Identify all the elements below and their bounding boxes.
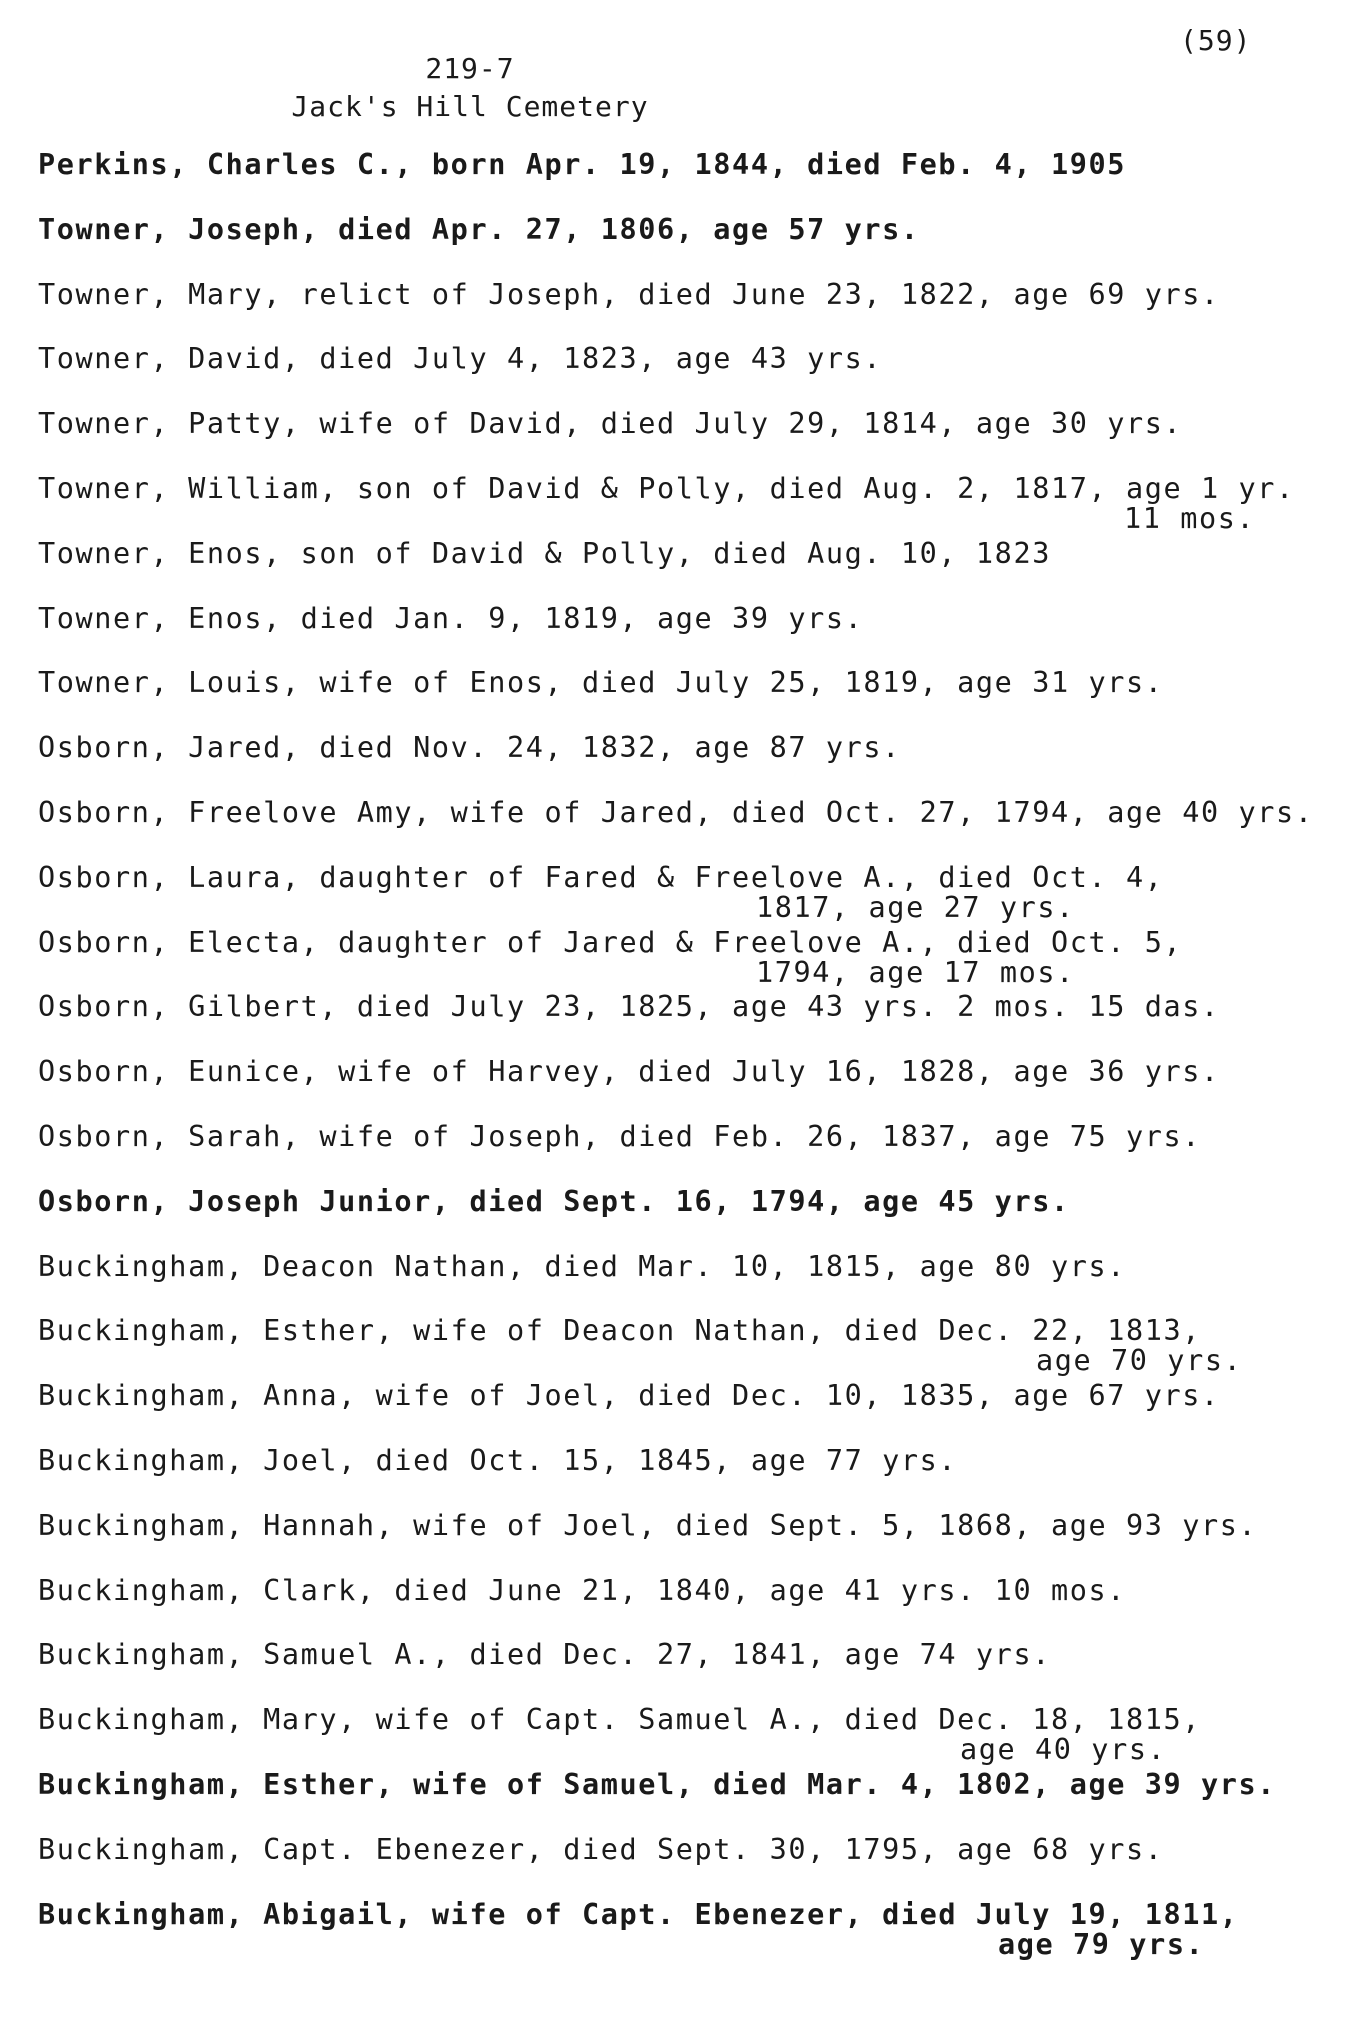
list-item bbox=[38, 926, 1348, 991]
entry-continuation: 1794, age 17 mos. bbox=[756, 955, 1075, 989]
list-item bbox=[38, 1314, 1348, 1379]
list-item bbox=[38, 148, 1348, 213]
list-item bbox=[38, 1833, 1348, 1898]
list-item bbox=[38, 1055, 1348, 1120]
entry-text: Buckingham, Anna, wife of Joel, died Dec. 10, 1835, age 67 yrs. bbox=[38, 1379, 1220, 1413]
list-item bbox=[38, 537, 1348, 602]
entry-text: Buckingham, Esther, wife of Samuel, died Mar. 4, 1802, age 39 yrs. bbox=[38, 1767, 1277, 1801]
entry-text: Osborn, Joseph Junior, died Sept. 16, 1794, age 45 yrs. bbox=[38, 1184, 1070, 1218]
list-item bbox=[38, 602, 1348, 667]
list-item bbox=[38, 1898, 1348, 1963]
entry-text: Towner, Enos, son of David & Polly, died Aug. 10, 1823 bbox=[38, 536, 1051, 570]
entry-text: Osborn, Laura, daughter of Fared & Freelove A., died Oct. 4, bbox=[38, 860, 1164, 894]
list-item bbox=[38, 1768, 1348, 1833]
entry-text: Towner, Patty, wife of David, died July 29, 1814, age 30 yrs. bbox=[38, 407, 1183, 441]
entry-continuation: 11 mos. bbox=[1124, 501, 1256, 535]
record-code: 219-7 bbox=[425, 52, 515, 85]
entry-text: Towner, David, died July 4, 1823, age 43 yrs. bbox=[38, 342, 883, 376]
list-item bbox=[38, 1638, 1348, 1703]
list-item bbox=[38, 407, 1348, 472]
list-item bbox=[38, 1379, 1348, 1444]
entry-text: Buckingham, Hannah, wife of Joel, died Sept. 5, 1868, age 93 yrs. bbox=[38, 1508, 1258, 1542]
list-item bbox=[38, 990, 1348, 1055]
list-item bbox=[38, 278, 1348, 343]
entry-text: Buckingham, Samuel A., died Dec. 27, 1841, age 74 yrs. bbox=[38, 1638, 1051, 1672]
list-item bbox=[38, 472, 1348, 537]
list-item bbox=[38, 1509, 1348, 1574]
cemetery-title: Jack's Hill Cemetery bbox=[291, 90, 649, 123]
entry-text: Osborn, Gilbert, died July 23, 1825, age 43 yrs. 2 mos. 15 das. bbox=[38, 990, 1220, 1024]
entry-text: Osborn, Jared, died Nov. 24, 1832, age 87 yrs. bbox=[38, 731, 901, 765]
entry-continuation: 1817, age 27 yrs. bbox=[756, 890, 1075, 924]
entry-text: Towner, Enos, died Jan. 9, 1819, age 39 yrs. bbox=[38, 601, 864, 635]
list-item bbox=[38, 731, 1348, 796]
entry-continuation: age 40 yrs. bbox=[960, 1733, 1167, 1767]
list-item bbox=[38, 666, 1348, 731]
entry-text: Buckingham, Joel, died Oct. 15, 1845, age 77 yrs. bbox=[38, 1443, 958, 1477]
entry-text: Towner, Mary, relict of Joseph, died June 23, 1822, age 69 yrs. bbox=[38, 277, 1220, 311]
entry-text: Towner, William, son of David & Polly, died Aug. 2, 1817, age 1 yr. bbox=[38, 471, 1295, 505]
list-item bbox=[38, 213, 1348, 278]
entry-text: Buckingham, Deacon Nathan, died Mar. 10, 1815, age 80 yrs. bbox=[38, 1249, 1126, 1283]
list-item bbox=[38, 342, 1348, 407]
entry-text: Towner, Joseph, died Apr. 27, 1806, age 57 yrs. bbox=[38, 212, 920, 246]
entry-text: Buckingham, Capt. Ebenezer, died Sept. 30, 1795, age 68 yrs. bbox=[38, 1832, 1164, 1866]
entry-continuation: age 79 yrs. bbox=[998, 1927, 1205, 1961]
list-item bbox=[38, 861, 1348, 926]
entry-text: Buckingham, Clark, died June 21, 1840, age 41 yrs. 10 mos. bbox=[38, 1573, 1126, 1607]
entry-text: Buckingham, Esther, wife of Deacon Nathan, died Dec. 22, 1813, bbox=[38, 1314, 1202, 1348]
entry-text: Osborn, Freelove Amy, wife of Jared, died Oct. 27, 1794, age 40 yrs. bbox=[38, 795, 1314, 829]
list-item bbox=[38, 1703, 1348, 1768]
burial-entries-list bbox=[38, 148, 1348, 1962]
list-item bbox=[38, 796, 1348, 861]
list-item bbox=[38, 1444, 1348, 1509]
page-number: (59) bbox=[1180, 24, 1252, 57]
list-item bbox=[38, 1185, 1348, 1250]
entry-text: Osborn, Sarah, wife of Joseph, died Feb. 26, 1837, age 75 yrs. bbox=[38, 1119, 1202, 1153]
page-header bbox=[0, 50, 940, 126]
entry-continuation: age 70 yrs. bbox=[1036, 1344, 1243, 1378]
list-item bbox=[38, 1574, 1348, 1639]
entry-text: Osborn, Eunice, wife of Harvey, died July 16, 1828, age 36 yrs. bbox=[38, 1055, 1220, 1089]
list-item bbox=[38, 1250, 1348, 1315]
entry-text: Perkins, Charles C., born Apr. 19, 1844, died Feb. 4, 1905 bbox=[38, 148, 1126, 181]
entry-text: Osborn, Electa, daughter of Jared & Freelove A., died Oct. 5, bbox=[38, 925, 1183, 959]
entry-text: Towner, Louis, wife of Enos, died July 25, 1819, age 31 yrs. bbox=[38, 666, 1164, 700]
entry-text: Buckingham, Abigail, wife of Capt. Ebenezer, died July 19, 1811, bbox=[38, 1897, 1239, 1931]
entry-text: Buckingham, Mary, wife of Capt. Samuel A., died Dec. 18, 1815, bbox=[38, 1703, 1202, 1737]
list-item bbox=[38, 1120, 1348, 1185]
